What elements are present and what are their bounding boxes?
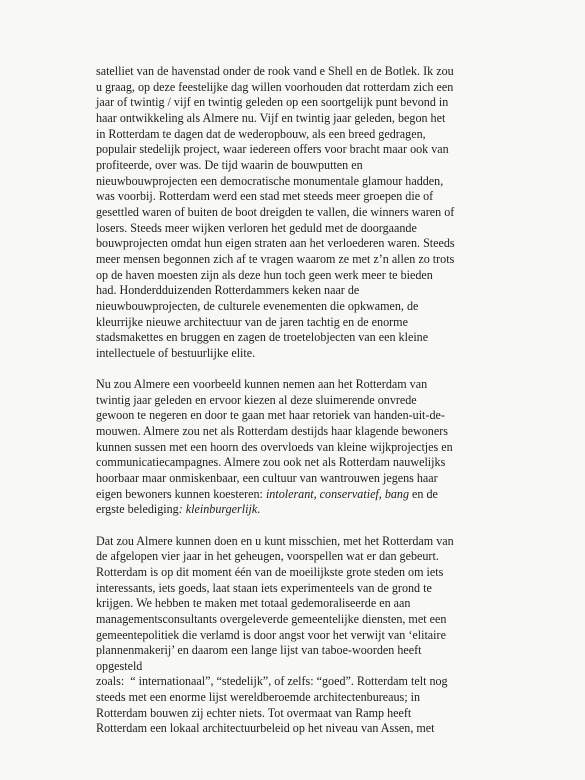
text-run: nieuwbouwprojecten een democratische monumentale glamour hadden,: [96, 173, 444, 188]
text-run: de afgelopen vier jaar in het geheugen, voorspellen wat er dan gebeurt.: [96, 549, 439, 564]
text-run: intellectuele of bestuurlijke elite.: [96, 345, 256, 360]
text-line: [96, 299, 536, 315]
text-line: [96, 581, 536, 597]
text-run: gewoon te negeren en door te gaan met haar retoriek van handen-uit-de-: [96, 408, 445, 423]
text-run: Rotterdam bouwen zij echter niets. Tot overmaat van Ramp heeft: [96, 705, 412, 720]
text-run: stadsmakettes en bruggen en zagen de troetelobjecten van een kleine: [96, 330, 429, 345]
text-line: [96, 377, 536, 393]
text-run: krijgen. We hebben te maken met totaal gedemoraliseerde en aan: [96, 596, 411, 611]
emphasized-text: : kleinburgerlijk: [178, 502, 258, 517]
text-run: bouwprojecten omdat hun eigen straten aan het verloederen waren. Steeds: [96, 236, 455, 251]
text-line: [96, 330, 536, 346]
text-run: Rotterdam is op dit moment één van de moeilijkste grote steden om iets: [96, 564, 444, 579]
text-line: [96, 268, 536, 284]
text-line: [96, 252, 536, 268]
text-line: [96, 142, 536, 158]
text-run: had. Honderdduizenden Rotterdammers keken naar de: [96, 283, 360, 298]
text-run: communicatiecampagnes. Almere zou ook net als Rotterdam nauwelijks: [96, 455, 446, 470]
text-line: [96, 424, 536, 440]
text-line: [96, 659, 536, 675]
text-line: [96, 643, 536, 659]
text-run: hoorbaar maar onmiskenbaar, een cultuur van wantrouwen jegens haar: [96, 471, 438, 485]
text-run: meer mensen begonnen zich af te vragen waarom ze met z’n allen zo trots: [96, 251, 455, 266]
text-run: jaar of twintig / vijf en twintig geleden op een soortgelijk punt bevond in: [96, 95, 449, 110]
text-run: kleurrijke nieuwe architectuur van de jaren tachtig en de enorme: [96, 314, 408, 329]
text-line: [96, 158, 536, 174]
text-line: [96, 64, 536, 80]
text-run: in Rotterdam te dagen dat de wederopbouw, als een breed gedragen,: [96, 126, 426, 141]
text-line: [96, 565, 536, 581]
paragraph: [96, 534, 536, 738]
text-run: interessants, iets goeds, laat staan iets experimenteels van de grond te: [96, 580, 432, 595]
text-line: [96, 236, 536, 252]
text-run: ergste belediging: [96, 502, 179, 517]
text-line: [96, 455, 536, 471]
text-run: populair stedelijk project, waar iedereen offers voor bracht maar ook van: [96, 142, 449, 157]
text-run: haar ontwikkeling als Almere nu. Vijf en twintig jaar geleden, begon het: [96, 110, 446, 125]
text-run: mouwen. Almere zou net als Rotterdam destijds haar klagende bewoners: [96, 424, 448, 439]
text-run: Dat zou Almere kunnen doen en u kunt misschien, met het Rotterdam van: [96, 533, 454, 548]
text-run: opgesteld: [96, 658, 143, 673]
text-run: zoals: “ internationaal”, “stedelijk”, of zelfs: “goed”. Rotterdam telt nog: [96, 674, 448, 689]
text-run: en de: [409, 486, 438, 501]
text-line: [96, 628, 536, 644]
text-run: Nu zou Almere een voorbeeld kunnen nemen aan het Rotterdam van: [96, 377, 428, 392]
text-line: [96, 393, 536, 409]
text-run: steeds met een enorme lijst wereldberoemde architectenbureaus; in: [96, 690, 421, 705]
text-run: plannenmakerij’ en daarom een lange lijst van taboe-woorden heeft: [96, 643, 422, 658]
text-line: [96, 315, 536, 331]
text-run: managementsconsultants overgeleverde gemeentelijke diensten, met een: [96, 611, 447, 626]
text-line: [96, 127, 536, 143]
text-line: [96, 174, 536, 190]
text-run: gemeentepolitiek die verlamd is door angst voor het verwijt van ‘elitaire: [96, 627, 446, 642]
text-run: u graag, op deze feestelijke dag willen voorhouden dat rotterdam zich een: [96, 79, 454, 94]
text-run: nieuwbouwprojecten, de culturele evenementen die opkwamen, de: [96, 298, 419, 313]
text-run: Rotterdam een lokaal architectuurbeleid op het niveau van Assen, met: [96, 721, 435, 736]
emphasized-text: intolerant, conservatief, bang: [265, 486, 410, 501]
text-line: [96, 690, 536, 706]
text-run: .: [257, 502, 261, 517]
paragraph: [96, 377, 536, 518]
text-run: gesettled waren of buiten de boot dreigden te vallen, die winners waren of: [96, 204, 455, 219]
text-run: losers. Steeds meer wijken verloren het geduld met de doorgaande: [96, 220, 417, 235]
text-run: op de haven moesten zijn als deze hun toch geen werk meer te bieden: [96, 267, 433, 282]
text-line: [96, 502, 536, 518]
text-line: [96, 612, 536, 628]
text-line: [96, 487, 536, 503]
text-run: satelliet van de havenstad onder de rook vand e Shell en de Botlek. Ik zou: [96, 64, 454, 78]
text-line: [96, 706, 536, 722]
text-line: [96, 471, 536, 487]
text-run: profiteerde, over was. De tijd waarin de bouwputten en: [96, 157, 363, 172]
text-line: [96, 596, 536, 612]
text-line: [96, 549, 536, 565]
text-line: [96, 346, 536, 362]
text-run: kunnen sussen met een hoorn des overvloeds van kleine wijkprojectjes en: [96, 439, 453, 454]
text-line: [96, 408, 536, 424]
text-line: [96, 534, 536, 550]
text-run: twintig jaar geleden en ervoor kiezen al deze sluimerende onvrede: [96, 392, 417, 407]
text-line: [96, 205, 536, 221]
paragraph: [96, 64, 536, 361]
body-text: [96, 64, 536, 753]
text-line: [96, 111, 536, 127]
text-line: [96, 721, 536, 737]
text-line: [96, 440, 536, 456]
text-line: [96, 283, 536, 299]
text-run: eigen bewoners kunnen koesteren:: [96, 486, 266, 501]
text-line: [96, 189, 536, 205]
text-line: [96, 674, 536, 690]
text-run: was voorbij. Rotterdam werd een stad met steeds meer groepen die of: [96, 189, 434, 204]
text-line: [96, 95, 536, 111]
text-line: [96, 221, 536, 237]
text-line: [96, 80, 536, 96]
